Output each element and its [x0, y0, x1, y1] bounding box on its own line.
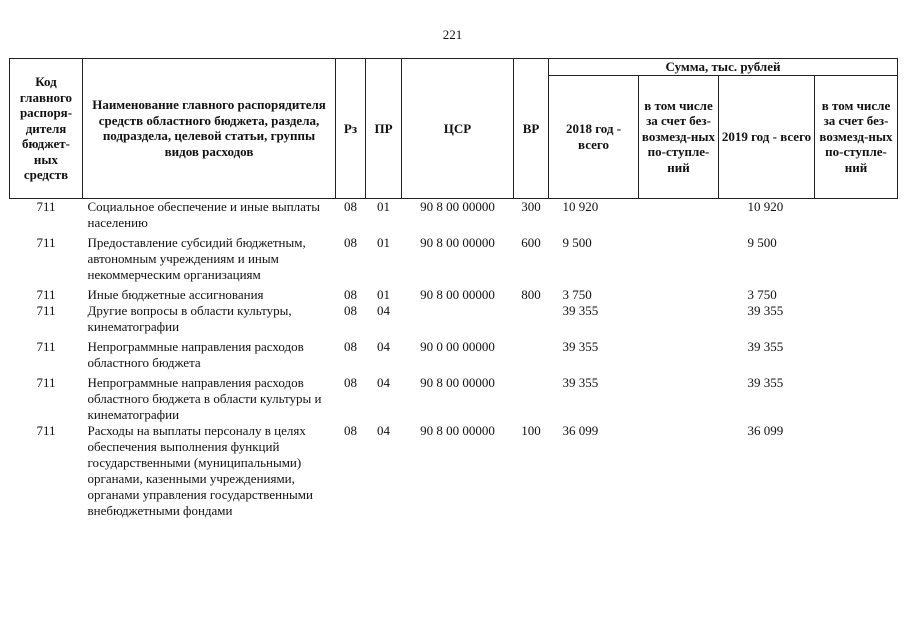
cell-s2018: 39 355: [562, 374, 599, 390]
cell-code: 711: [36, 302, 56, 318]
cell-name: Социальное обеспечение и иные выплаты населению: [87, 198, 321, 230]
cell-rz: 08: [344, 422, 357, 438]
cell-name: Расходы на выплаты персоналу в целях обеспечения выполнения функций государственными (муниципальными) органами, казенными учреждениями, органами управления государственными внебюджетными фондами: [87, 422, 313, 518]
header-vr: ВР: [514, 59, 549, 199]
cell-s2018: 9 500: [562, 234, 592, 250]
table-header: [10, 59, 898, 199]
cell-name: Непрограммные направления расходов областного бюджета: [87, 338, 304, 370]
table-row: [10, 235, 898, 287]
header-free-2018: в том числе за счет без-возмезд-ных по-ступле-ний: [639, 75, 719, 198]
cell-name: Непрограммные направления расходов областного бюджета в области культуры и кинематографии: [87, 374, 322, 422]
cell-code: 711: [36, 422, 56, 438]
cell-s2019: 39 355: [747, 302, 784, 318]
cell-f2018: [639, 198, 719, 235]
cell-s2018: 10 920: [562, 198, 599, 214]
header-csr: ЦСР: [402, 59, 514, 199]
cell-pr: 01: [377, 198, 390, 214]
table-body: [10, 198, 898, 519]
header-sum-2018: 2018 год - всего: [549, 75, 639, 198]
cell-rz: 08: [344, 338, 357, 354]
table-row: [10, 375, 898, 423]
cell-s2018: 39 355: [562, 302, 599, 318]
cell-code: 711: [36, 198, 56, 214]
cell-csr: [402, 303, 514, 339]
cell-csr: 90 8 00 00000: [420, 374, 495, 390]
cell-pr: 01: [377, 286, 390, 302]
cell-vr: [514, 303, 549, 339]
cell-pr: 01: [377, 234, 390, 250]
cell-code: 711: [36, 374, 56, 390]
cell-csr: 90 8 00 00000: [420, 422, 495, 438]
table-row: [10, 423, 898, 519]
cell-s2019: 39 355: [747, 374, 784, 390]
cell-vr: 100: [521, 422, 541, 438]
cell-rz: 08: [344, 198, 357, 214]
cell-vr: [514, 339, 549, 375]
cell-name: Предоставление субсидий бюджетным, автономным учреждениям и иным некоммерческим организациям: [87, 234, 306, 282]
cell-f2018: [639, 375, 719, 423]
cell-f2018: [639, 287, 719, 303]
cell-code: 711: [36, 234, 56, 250]
cell-f2019: [815, 375, 898, 423]
cell-s2018: 3 750: [562, 286, 592, 302]
header-rz: Рз: [336, 59, 366, 199]
cell-f2019: [815, 235, 898, 287]
cell-s2018: 39 355: [562, 338, 599, 354]
table-row: [10, 303, 898, 339]
cell-f2018: [639, 235, 719, 287]
header-code: Код главного распоря-дителя бюджет-ных средств: [10, 59, 83, 199]
cell-vr: 300: [521, 198, 541, 214]
cell-pr: 04: [377, 374, 390, 390]
cell-f2019: [815, 339, 898, 375]
cell-s2019: 9 500: [747, 234, 777, 250]
cell-csr: 90 8 00 00000: [420, 286, 495, 302]
cell-f2019: [815, 198, 898, 235]
cell-f2019: [815, 287, 898, 303]
cell-csr: 90 0 00 00000: [420, 338, 495, 354]
page-number: 221: [442, 27, 463, 42]
cell-f2019: [815, 303, 898, 339]
header-free-2019: в том числе за счет без-возмезд-ных по-ступле-ний: [815, 75, 898, 198]
cell-vr: [514, 375, 549, 423]
cell-s2018: 36 099: [562, 422, 599, 438]
cell-vr: 800: [521, 286, 541, 302]
cell-s2019: 39 355: [747, 338, 784, 354]
cell-csr: 90 8 00 00000: [420, 234, 495, 250]
cell-f2018: [639, 339, 719, 375]
budget-table: [9, 58, 898, 519]
cell-f2018: [639, 303, 719, 339]
cell-rz: 08: [344, 286, 357, 302]
cell-rz: 08: [344, 302, 357, 318]
cell-name: Другие вопросы в области культуры, кинематографии: [87, 302, 292, 334]
cell-s2019: 10 920: [747, 198, 784, 214]
header-sum: Сумма, тыс. рублей: [549, 59, 898, 76]
table-row: [10, 198, 898, 235]
cell-f2018: [639, 423, 719, 519]
cell-name: Иные бюджетные ассигнования: [87, 286, 264, 302]
cell-pr: 04: [377, 302, 390, 318]
table-row: [10, 287, 898, 303]
cell-s2019: 3 750: [747, 286, 777, 302]
header-sum-2019: 2019 год - всего: [719, 75, 815, 198]
header-pr: ПР: [366, 59, 402, 199]
cell-s2019: 36 099: [747, 422, 784, 438]
cell-code: 711: [36, 286, 56, 302]
cell-csr: 90 8 00 00000: [420, 198, 495, 214]
cell-vr: 600: [521, 234, 541, 250]
cell-code: 711: [36, 338, 56, 354]
cell-f2019: [815, 423, 898, 519]
table-row: [10, 339, 898, 375]
cell-rz: 08: [344, 234, 357, 250]
cell-rz: 08: [344, 374, 357, 390]
header-name: Наименование главного распорядителя средств областного бюджета, раздела, подраздела, целевой статьи, группы видов расходов: [83, 59, 336, 199]
cell-pr: 04: [377, 338, 390, 354]
cell-pr: 04: [377, 422, 390, 438]
